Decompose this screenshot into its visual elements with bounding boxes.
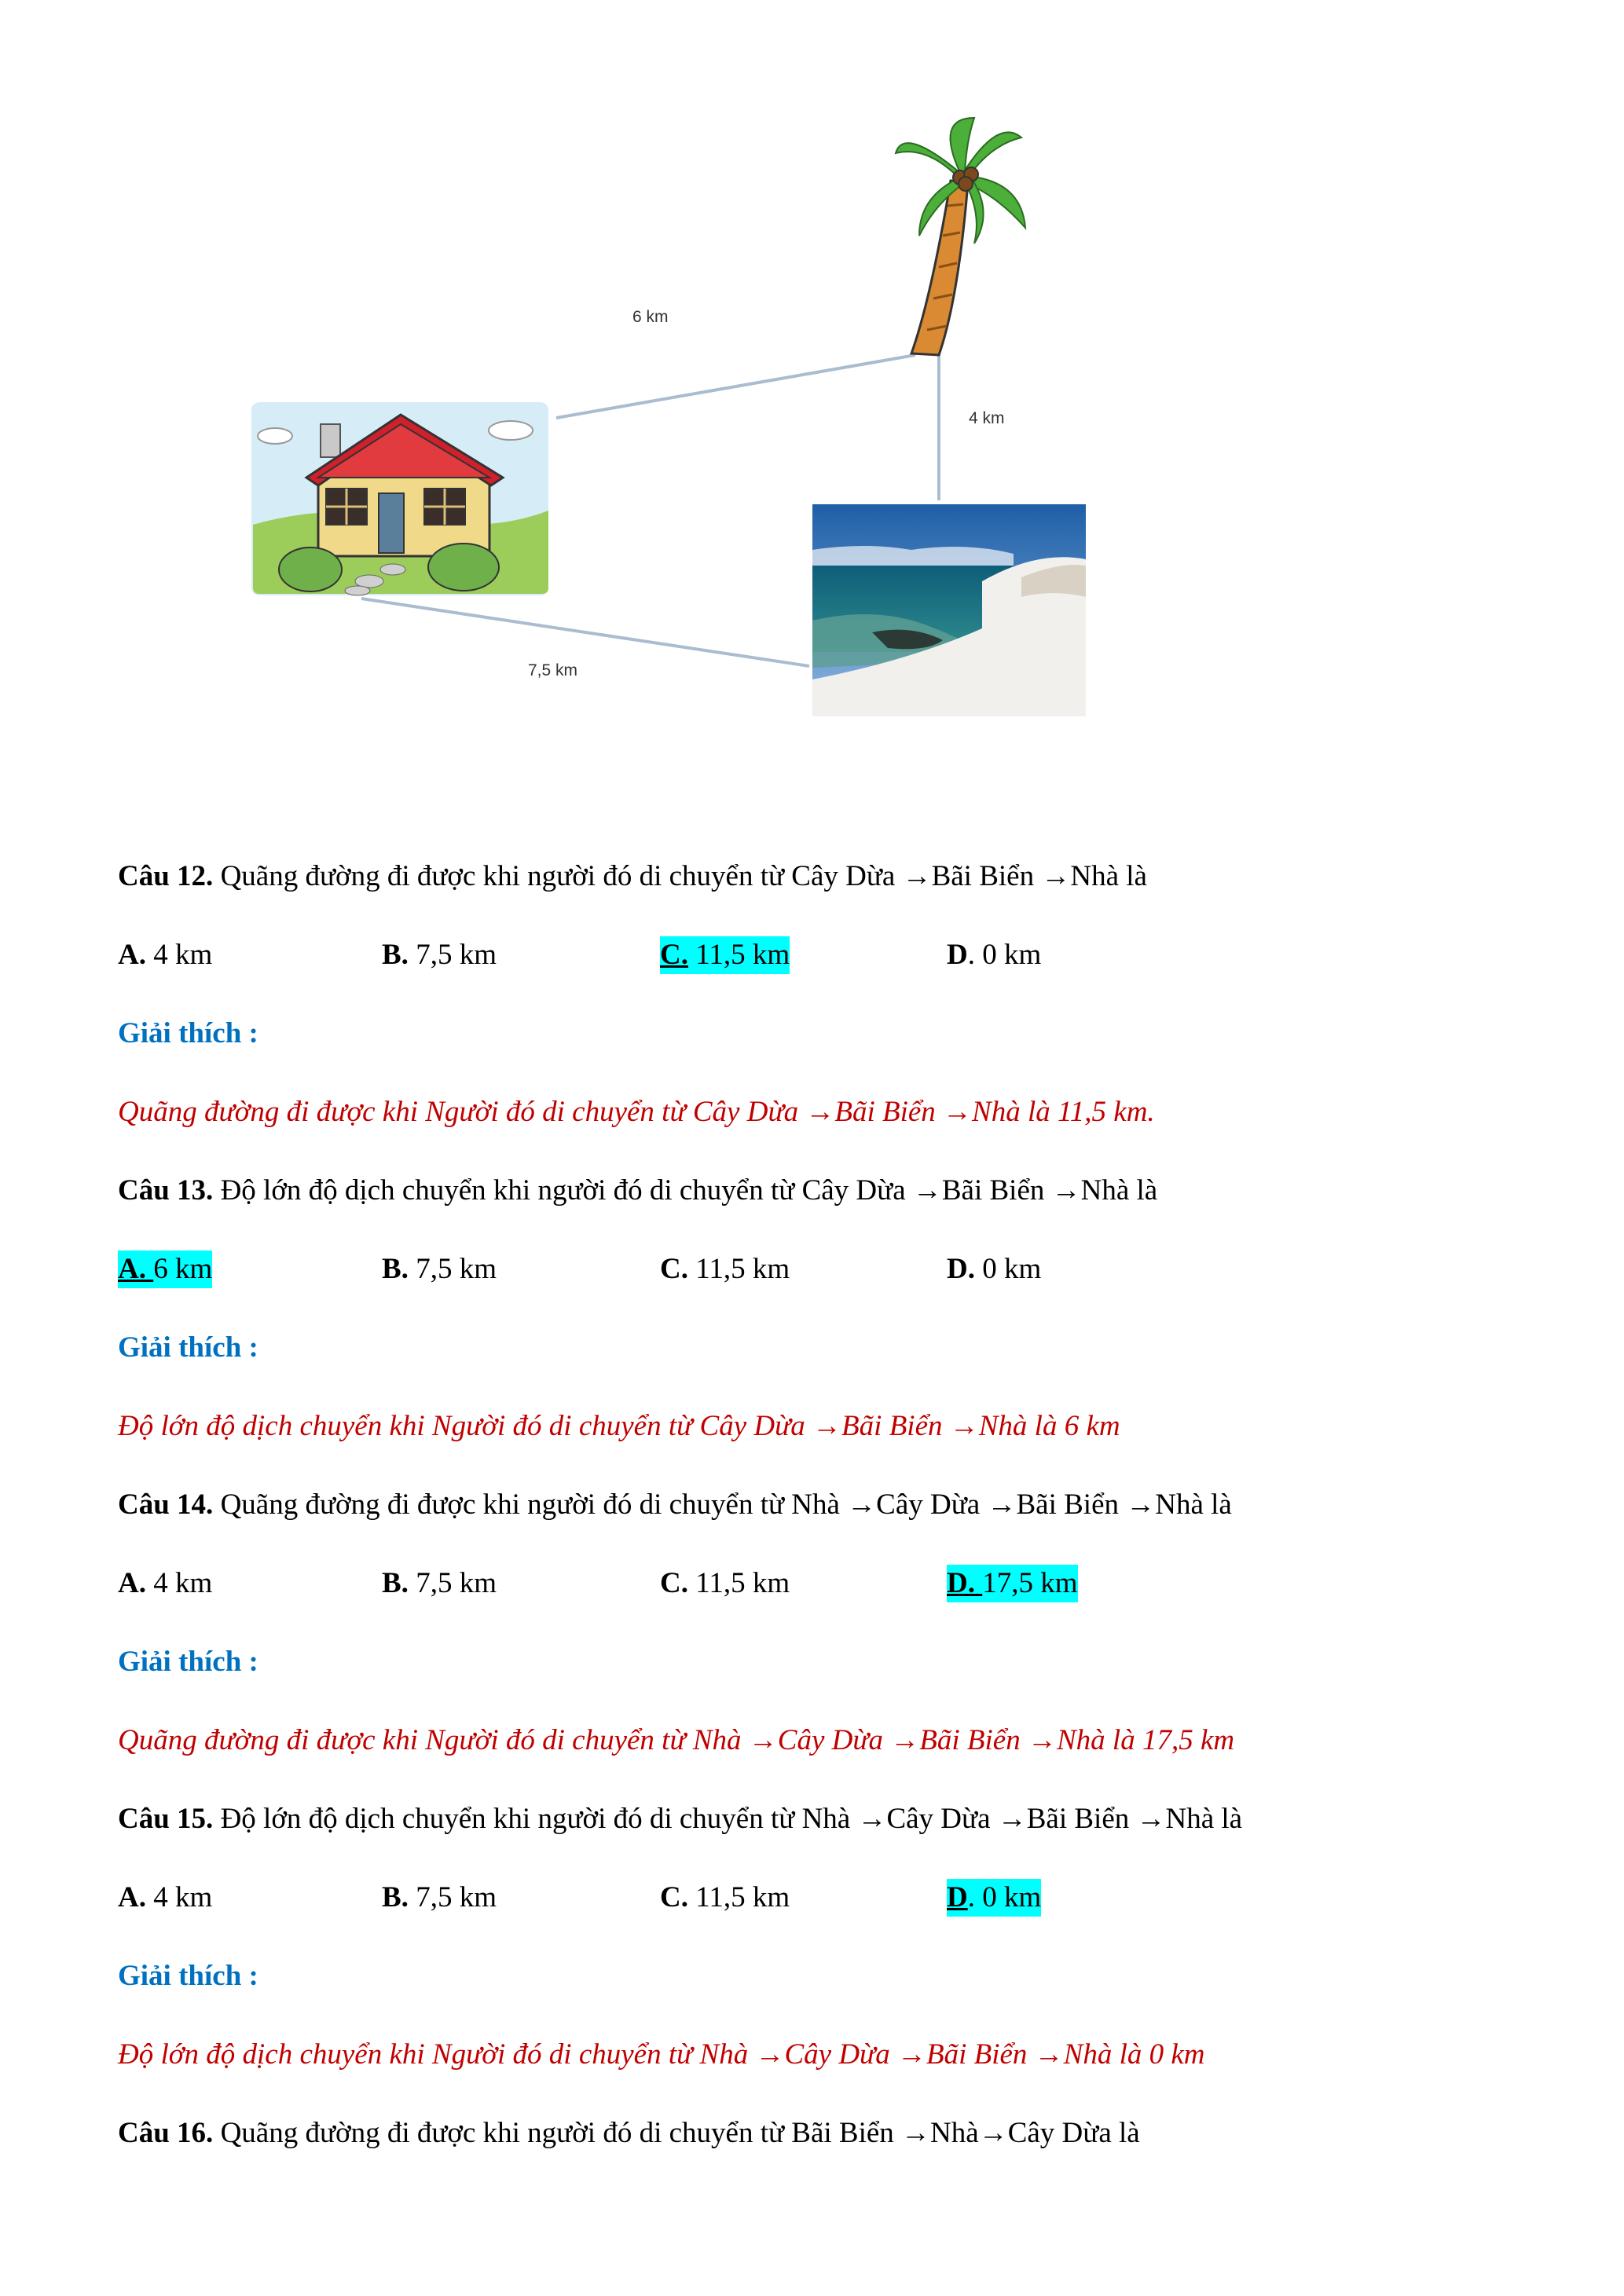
explanation-label: Giải thích :	[118, 1960, 258, 1992]
option-text: 7,5 km	[408, 1881, 497, 1913]
option-text: 4 km	[145, 939, 213, 971]
option-letter: D	[947, 939, 968, 971]
explanation-label: Giải thích :	[118, 1331, 258, 1364]
option-letter: B.	[382, 939, 409, 971]
option-text: . 0 km	[967, 1881, 1042, 1913]
option-letter: A.	[118, 939, 146, 971]
option-text: 11,5 km	[687, 939, 790, 971]
option-letter: A.	[118, 1567, 146, 1599]
explanation-text: Quãng đường đi được khi Người đó di chuyển từ Nhà →Cây Dừa →Bãi Biển →Nhà là 17,5 km	[118, 1724, 1235, 1756]
question-number: Câu 16.	[118, 2117, 214, 2149]
explanation-label: Giải thích :	[118, 1646, 258, 1678]
question-12	[118, 858, 1147, 895]
option-text: . 0 km	[967, 939, 1042, 971]
question-14	[118, 1486, 1232, 1524]
house-picture	[251, 402, 548, 595]
line-home-tree	[556, 355, 915, 418]
option-c[interactable]	[660, 1879, 790, 1917]
option-a[interactable]	[118, 1565, 212, 1602]
option-d-correct[interactable]	[947, 1879, 1041, 1917]
option-c[interactable]	[660, 1565, 790, 1602]
option-text: 7,5 km	[408, 1253, 497, 1285]
explanation-text: Độ lớn độ dịch chuyển khi Người đó di chuyển từ Nhà →Cây Dừa →Bãi Biển →Nhà là 0 km	[118, 2038, 1205, 2071]
question-text: Quãng đường đi được khi người đó di chuyển từ Bãi Biển →Nhà→Cây Dừa là	[220, 2117, 1140, 2149]
option-text: 4 km	[145, 1567, 213, 1599]
explanation-text: Quãng đường đi được khi Người đó di chuyển từ Cây Dừa →Bãi Biển →Nhà là 11,5 km.	[118, 1096, 1155, 1128]
options-15	[0, 1879, 1624, 1917]
option-text: 11,5 km	[687, 1881, 790, 1913]
option-text: 11,5 km	[687, 1253, 790, 1285]
option-a[interactable]	[118, 1879, 212, 1917]
explanation-label: Giải thích :	[118, 1017, 258, 1049]
option-text: 4 km	[145, 1881, 213, 1913]
option-c[interactable]	[660, 1251, 790, 1288]
option-a-correct[interactable]	[118, 1251, 212, 1288]
question-number: Câu 15.	[118, 1803, 214, 1835]
option-text: 7,5 km	[408, 939, 497, 971]
question-number: Câu 13.	[118, 1174, 214, 1207]
option-letter: C.	[660, 939, 688, 971]
beach-photo	[812, 504, 1086, 716]
label-home-beach: 7,5 km	[528, 661, 578, 679]
option-text: 0 km	[974, 1253, 1042, 1285]
option-letter: A.	[118, 1253, 154, 1285]
question-text: Quãng đường đi được khi người đó di chuyển từ Cây Dừa →Bãi Biển →Nhà là	[220, 860, 1147, 892]
options-13	[0, 1251, 1624, 1288]
option-letter: A.	[118, 1881, 146, 1913]
option-letter: D.	[947, 1253, 975, 1285]
options-14	[0, 1565, 1624, 1602]
question-15	[118, 1800, 1242, 1838]
question-16	[118, 2115, 1140, 2152]
option-text: 6 km	[153, 1253, 213, 1285]
question-text: Quãng đường đi được khi người đó di chuyển từ Nhà →Cây Dừa →Bãi Biển →Nhà là	[220, 1489, 1232, 1521]
question-number: Câu 14.	[118, 1489, 214, 1521]
label-tree-beach: 4 km	[969, 409, 1005, 427]
question-13	[118, 1172, 1157, 1210]
explanation-text: Độ lớn độ dịch chuyển khi Người đó di chuyển từ Cây Dừa →Bãi Biển →Nhà là 6 km	[118, 1410, 1120, 1442]
question-number: Câu 12.	[118, 860, 214, 892]
option-b[interactable]	[382, 936, 497, 974]
option-letter: B.	[382, 1567, 409, 1599]
option-letter: C.	[660, 1253, 688, 1285]
options-12	[0, 936, 1624, 974]
option-b[interactable]	[382, 1879, 497, 1917]
question-text: Độ lớn độ dịch chuyển khi người đó di chuyển từ Cây Dừa →Bãi Biển →Nhà là	[220, 1174, 1158, 1207]
option-letter: D	[947, 1881, 968, 1913]
palm-tree-picture	[896, 118, 1025, 355]
option-text: 7,5 km	[408, 1567, 497, 1599]
option-letter: B.	[382, 1881, 409, 1913]
option-d[interactable]	[947, 936, 1041, 974]
option-a[interactable]	[118, 936, 212, 974]
label-home-tree: 6 km	[632, 308, 669, 326]
line-home-beach	[361, 599, 809, 666]
option-d[interactable]	[947, 1251, 1041, 1288]
option-b[interactable]	[382, 1565, 497, 1602]
option-letter: C.	[660, 1567, 688, 1599]
option-text: 17,5 km	[982, 1567, 1078, 1599]
option-d-correct[interactable]	[947, 1565, 1078, 1602]
option-text: 11,5 km	[687, 1567, 790, 1599]
option-letter: B.	[382, 1253, 409, 1285]
option-c-correct[interactable]	[660, 936, 790, 974]
option-b[interactable]	[382, 1251, 497, 1288]
option-letter: D.	[947, 1567, 983, 1599]
question-text: Độ lớn độ dịch chuyển khi người đó di chuyển từ Nhà →Cây Dừa →Bãi Biển →Nhà là	[220, 1803, 1243, 1835]
option-letter: C.	[660, 1881, 688, 1913]
distance-diagram	[0, 0, 1624, 754]
